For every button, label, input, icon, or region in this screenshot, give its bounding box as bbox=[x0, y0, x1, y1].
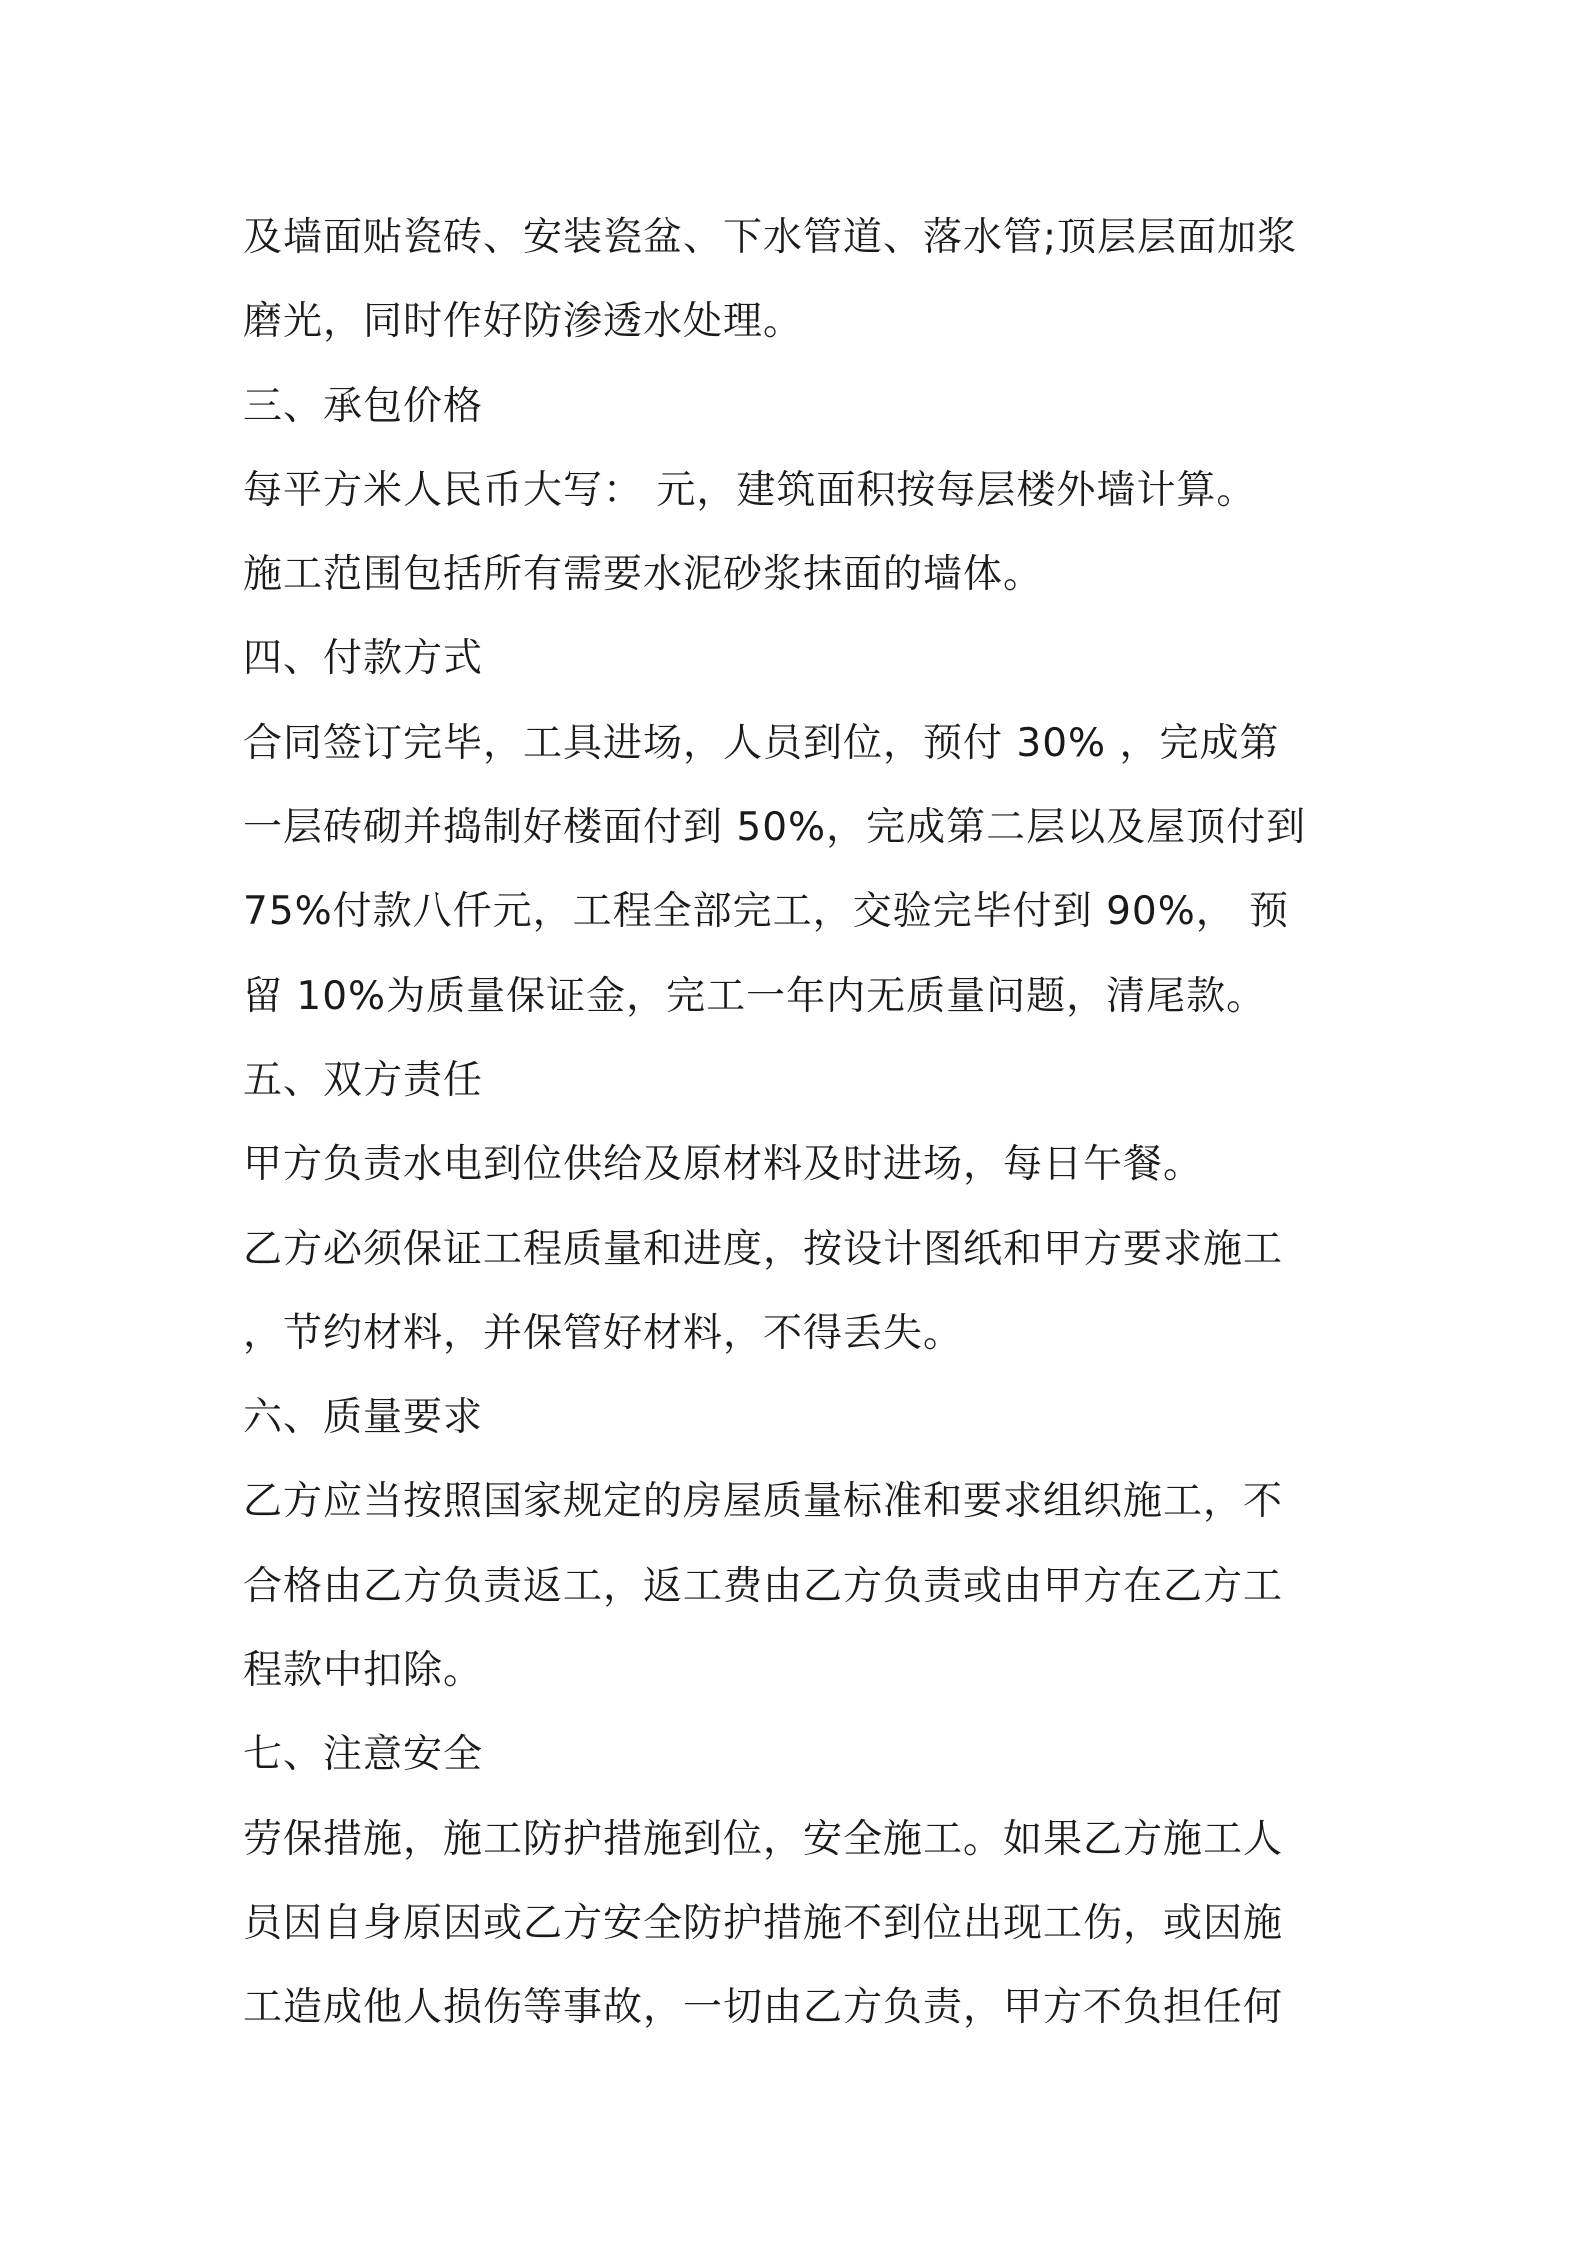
text-line: 甲方负责水电到位供给及原材料及时进场，每日午餐。 bbox=[243, 1142, 1204, 1188]
section-heading: 五、双方责任 bbox=[243, 1057, 484, 1103]
text-line: 程款中扣除。 bbox=[243, 1648, 484, 1694]
document-body bbox=[243, 196, 1353, 2051]
text-line: 合同签订完毕，工具进场，人员到位，预付 30% ，完成第 bbox=[243, 720, 1280, 766]
text-line: 合格由乙方负责返工，返工费由乙方负责或由甲方在乙方工 bbox=[243, 1563, 1284, 1609]
section-heading: 七、注意安全 bbox=[243, 1732, 484, 1778]
section-heading: 六、质量要求 bbox=[243, 1395, 484, 1441]
text-line: 员因自身原因或乙方安全防护措施不到位出现工伤，或因施 bbox=[243, 1900, 1284, 1946]
section-heading: 三、承包价格 bbox=[243, 383, 484, 429]
text-line: 及墙面贴瓷砖、安装瓷盆、下水管道、落水管;顶层层面加浆 bbox=[243, 215, 1298, 260]
text-line: 乙方应当按照国家规定的房屋质量标准和要求组织施工，不 bbox=[243, 1479, 1284, 1525]
text-line: 每平方米人民币大写： 元，建筑面积按每层楼外墙计算。 bbox=[243, 467, 1257, 513]
text-line: 一层砖砌并捣制好楼面付到 50%，完成第二层以及屋顶付到 bbox=[243, 805, 1307, 851]
text-line: 留 10%为质量保证金，完工一年内无质量问题，清尾款。 bbox=[243, 973, 1267, 1019]
text-line: 劳保措施，施工防护措施到位，安全施工。如果乙方施工人 bbox=[243, 1816, 1284, 1862]
text-line: 工造成他人损伤等事故，一切由乙方负责，甲方不负担任何 bbox=[243, 1985, 1284, 2031]
text-line: 磨光，同时作好防渗透水处理。 bbox=[243, 299, 804, 345]
section-heading: 四、付款方式 bbox=[243, 636, 484, 682]
text-line: 乙方必须保证工程质量和进度，按设计图纸和甲方要求施工 bbox=[243, 1226, 1284, 1272]
text-line: 施工范围包括所有需要水泥砂浆抹面的墙体。 bbox=[243, 552, 1044, 598]
text-line: 75%付款八仟元，工程全部完工，交验完毕付到 90%， 预 bbox=[243, 889, 1290, 935]
text-line: ，节约材料，并保管好材料，不得丢失。 bbox=[243, 1310, 964, 1356]
